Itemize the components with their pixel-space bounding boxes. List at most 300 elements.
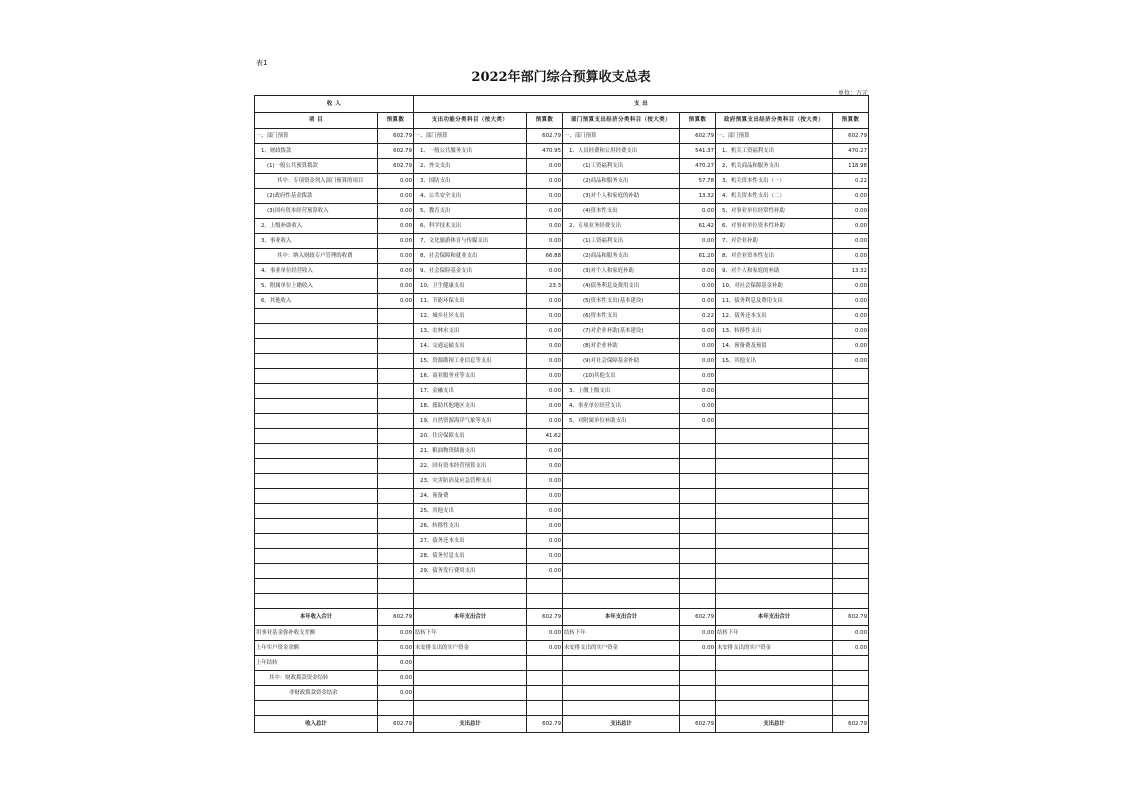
item-label-cell: [716, 384, 833, 399]
item-label-cell: 其中：财政拨款资金结转: [255, 671, 378, 686]
item-label-cell: 未安排支出的实户资金: [716, 641, 833, 656]
budget-value-cell: 0.00: [680, 294, 716, 309]
item-label-cell: [255, 399, 378, 414]
budget-value-cell: [680, 534, 716, 549]
budget-value-cell: 0.00: [680, 279, 716, 294]
table-row: [255, 324, 869, 339]
item-label-cell: 结转下年: [716, 626, 833, 641]
budget-value-cell: [378, 474, 414, 489]
budget-value-cell: [680, 701, 716, 716]
item-label-cell: 1、机关工资福利支出: [716, 144, 833, 159]
table-row: [255, 129, 869, 144]
col-header-gov-econ: 政府预算支出经济分类科目（按大类）: [716, 112, 833, 129]
budget-value-cell: 0.00: [680, 384, 716, 399]
item-label-cell: 2、专项业务经费支出: [563, 219, 680, 234]
item-label-cell: 3、事业收入: [255, 234, 378, 249]
table-row: [255, 369, 869, 384]
table-row: [255, 159, 869, 174]
item-label-cell: [255, 384, 378, 399]
item-label-cell: 本年支出合计: [414, 609, 527, 626]
document-title: 2022年部门综合预算收支总表: [471, 70, 651, 85]
item-label-cell: 26、转移性支出: [414, 519, 527, 534]
item-label-cell: [563, 504, 680, 519]
budget-value-cell: [378, 459, 414, 474]
item-label-cell: [716, 504, 833, 519]
item-label-cell: [563, 671, 680, 686]
budget-value-cell: 57.78: [680, 174, 716, 189]
budget-value-cell: 602.79: [527, 716, 563, 733]
budget-value-cell: 0.00: [833, 309, 869, 324]
item-label-cell: [563, 686, 680, 701]
item-label-cell: 8、对企业资本性支出: [716, 249, 833, 264]
item-label-cell: [563, 459, 680, 474]
table-row: [255, 444, 869, 459]
summary-row: [255, 671, 869, 686]
item-label-cell: (1)一般公共预算拨款: [255, 159, 378, 174]
budget-value-cell: 0.00: [680, 339, 716, 354]
table-row: [255, 429, 869, 444]
table-row: [255, 339, 869, 354]
item-label-cell: 未安排支出的实户资金: [414, 641, 527, 656]
item-label-cell: 1、一般公共服务支出: [414, 144, 527, 159]
budget-value-cell: [378, 489, 414, 504]
item-label-cell: [716, 534, 833, 549]
table-row: [255, 144, 869, 159]
item-label-cell: 20、住房保障支出: [414, 429, 527, 444]
item-label-cell: 21、粮油物资储备支出: [414, 444, 527, 459]
budget-value-cell: 0.00: [527, 234, 563, 249]
item-label-cell: 24、预备费: [414, 489, 527, 504]
budget-value-cell: 0.00: [378, 686, 414, 701]
budget-value-cell: 602.79: [833, 716, 869, 733]
table-row: [255, 279, 869, 294]
item-label-cell: 上年实户资金余额: [255, 641, 378, 656]
budget-value-cell: 0.00: [378, 204, 414, 219]
table-row: [255, 354, 869, 369]
item-label-cell: [255, 504, 378, 519]
item-label-cell: [716, 429, 833, 444]
item-label-cell: 12、城乡社区支出: [414, 309, 527, 324]
item-label-cell: [414, 671, 527, 686]
budget-value-cell: [527, 656, 563, 671]
summary-row: [255, 701, 869, 716]
budget-value-cell: 602.79: [680, 609, 716, 626]
budget-value-cell: [378, 564, 414, 579]
item-label-cell: 1、人员经费和公用经费支出: [563, 144, 680, 159]
item-label-cell: 22、国有资本经营预算支出: [414, 459, 527, 474]
budget-value-cell: [378, 324, 414, 339]
budget-value-cell: [378, 504, 414, 519]
item-label-cell: 一、部门预算: [563, 129, 680, 144]
budget-value-cell: [378, 384, 414, 399]
budget-value-cell: [833, 459, 869, 474]
budget-value-cell: 61.20: [680, 249, 716, 264]
budget-value-cell: [378, 414, 414, 429]
item-label-cell: 4、事业单位经营收入: [255, 264, 378, 279]
budget-value-cell: 0.00: [680, 264, 716, 279]
item-label-cell: [716, 444, 833, 459]
budget-value-cell: [833, 399, 869, 414]
item-label-cell: [716, 369, 833, 384]
table-row: [255, 549, 869, 564]
budget-value-cell: [833, 564, 869, 579]
total-row: [255, 609, 869, 626]
table-row: [255, 204, 869, 219]
item-label-cell: [716, 399, 833, 414]
budget-value-cell: 0.00: [680, 369, 716, 384]
item-label-cell: 10、对社会保障基金补助: [716, 279, 833, 294]
item-label-cell: (1)工资福利支出: [563, 234, 680, 249]
budget-value-cell: 0.00: [378, 294, 414, 309]
item-label-cell: [716, 474, 833, 489]
budget-value-cell: 0.00: [680, 641, 716, 656]
budget-value-cell: [378, 354, 414, 369]
budget-value-cell: [527, 686, 563, 701]
budget-value-cell: 0.00: [527, 399, 563, 414]
col-header-func-class: 支出功能分类科目（按大类）: [414, 112, 527, 129]
table-row: [255, 219, 869, 234]
table-row: [255, 174, 869, 189]
budget-value-cell: 0.00: [527, 324, 563, 339]
item-label-cell: (9)对社会保障基金补助: [563, 354, 680, 369]
budget-value-cell: 0.00: [833, 279, 869, 294]
item-label-cell: 结转下年: [563, 626, 680, 641]
item-label-cell: [255, 414, 378, 429]
item-label-cell: 结转下年: [414, 626, 527, 641]
budget-value-cell: [378, 579, 414, 594]
item-label-cell: 23、灾害防治及应急管理支出: [414, 474, 527, 489]
item-label-cell: 5、对附属单位补助支出: [563, 414, 680, 429]
budget-value-cell: [680, 489, 716, 504]
item-label-cell: [716, 414, 833, 429]
budget-value-cell: [378, 309, 414, 324]
budget-value-cell: 602.79: [833, 129, 869, 144]
budget-value-cell: [680, 459, 716, 474]
item-label-cell: (3)对个人和家庭补助: [563, 264, 680, 279]
item-label-cell: [563, 594, 680, 609]
budget-value-cell: 0.00: [527, 219, 563, 234]
budget-value-cell: [680, 656, 716, 671]
item-label-cell: [414, 579, 527, 594]
budget-value-cell: 0.00: [527, 174, 563, 189]
budget-value-cell: 0.00: [527, 534, 563, 549]
summary-row: [255, 686, 869, 701]
budget-value-cell: 602.79: [378, 144, 414, 159]
item-label-cell: [563, 564, 680, 579]
table-row: [255, 474, 869, 489]
budget-value-cell: [680, 429, 716, 444]
budget-value-cell: 0.00: [527, 384, 563, 399]
budget-value-cell: 0.00: [833, 641, 869, 656]
budget-value-cell: 23.3: [527, 279, 563, 294]
item-label-cell: [563, 474, 680, 489]
income-header: 收 入: [255, 96, 414, 113]
table-row: [255, 189, 869, 204]
item-label-cell: 一、部门预算: [255, 129, 378, 144]
budget-value-cell: 0.00: [680, 324, 716, 339]
budget-value-cell: [833, 671, 869, 686]
budget-value-cell: 0.00: [378, 189, 414, 204]
item-label-cell: 19、自然资源海洋气象等支出: [414, 414, 527, 429]
item-label-cell: 4、公共安全支出: [414, 189, 527, 204]
budget-value-cell: [833, 594, 869, 609]
item-label-cell: (8)对企业补助: [563, 339, 680, 354]
budget-value-cell: 0.00: [527, 626, 563, 641]
budget-value-cell: 0.00: [378, 264, 414, 279]
item-label-cell: 一、部门预算: [716, 129, 833, 144]
item-label-cell: (2)商品和服务支出: [563, 249, 680, 264]
table-row: [255, 459, 869, 474]
item-label-cell: [255, 354, 378, 369]
budget-value-cell: 0.00: [833, 249, 869, 264]
col-header-budget: 预算数: [833, 112, 869, 129]
item-label-cell: 11、债务利息及费用支出: [716, 294, 833, 309]
budget-value-cell: 602.79: [527, 609, 563, 626]
item-label-cell: [255, 564, 378, 579]
budget-value-cell: [833, 579, 869, 594]
item-label-cell: 15、资源勘探工业信息等支出: [414, 354, 527, 369]
item-label-cell: [255, 534, 378, 549]
item-label-cell: [563, 534, 680, 549]
budget-value-cell: [680, 474, 716, 489]
summary-row: [255, 641, 869, 656]
budget-value-cell: 0.22: [680, 309, 716, 324]
item-label-cell: [563, 656, 680, 671]
unit-label: 单位：万元: [837, 90, 868, 97]
budget-value-cell: 0.00: [527, 189, 563, 204]
item-label-cell: (4)债务利息及费用支出: [563, 279, 680, 294]
total-row: [255, 716, 869, 733]
item-label-cell: 其中：纳入财政专户管理的收费: [255, 249, 378, 264]
item-label-cell: 10、卫生健康支出: [414, 279, 527, 294]
budget-value-cell: [833, 656, 869, 671]
table-row: [255, 399, 869, 414]
budget-value-cell: [833, 686, 869, 701]
item-label-cell: 其中：专项资金列入部门预算的项目: [255, 174, 378, 189]
item-label-cell: [716, 701, 833, 716]
budget-value-cell: 602.79: [527, 129, 563, 144]
item-label-cell: [255, 339, 378, 354]
item-label-cell: 18、援助其他地区支出: [414, 399, 527, 414]
item-label-cell: 3、机关资本性支出（一）: [716, 174, 833, 189]
budget-value-cell: 0.00: [527, 294, 563, 309]
item-label-cell: [255, 489, 378, 504]
budget-value-cell: [833, 429, 869, 444]
budget-value-cell: 0.00: [378, 626, 414, 641]
budget-value-cell: [527, 594, 563, 609]
budget-value-cell: [680, 686, 716, 701]
budget-value-cell: [833, 549, 869, 564]
budget-value-cell: 41.62: [527, 429, 563, 444]
item-label-cell: [716, 489, 833, 504]
item-label-cell: [414, 701, 527, 716]
budget-value-cell: 0.00: [833, 204, 869, 219]
item-label-cell: [255, 429, 378, 444]
budget-value-cell: [378, 339, 414, 354]
item-label-cell: 支出总计: [716, 716, 833, 733]
table-number-label: 表1: [256, 59, 268, 67]
item-label-cell: [563, 579, 680, 594]
item-label-cell: 7、对企业补助: [716, 234, 833, 249]
item-label-cell: [255, 701, 378, 716]
item-label-cell: 非财政拨款资金结余: [255, 686, 378, 701]
item-label-cell: [716, 579, 833, 594]
item-label-cell: 4、事业单位经营支出: [563, 399, 680, 414]
item-label-cell: [716, 564, 833, 579]
item-label-cell: 28、债务付息支出: [414, 549, 527, 564]
budget-value-cell: [378, 399, 414, 414]
budget-value-cell: [833, 384, 869, 399]
budget-value-cell: [833, 534, 869, 549]
expense-header: 支 出: [414, 96, 869, 113]
item-label-cell: 9、对个人和家庭的补助: [716, 264, 833, 279]
item-label-cell: [414, 686, 527, 701]
item-label-cell: [255, 519, 378, 534]
budget-value-cell: 0.00: [527, 354, 563, 369]
budget-value-cell: 0.00: [833, 219, 869, 234]
item-label-cell: [414, 656, 527, 671]
item-label-cell: 27、债务还本支出: [414, 534, 527, 549]
budget-value-cell: 0.00: [527, 204, 563, 219]
col-header-item: 项 目: [255, 112, 378, 129]
budget-value-cell: 0.00: [378, 641, 414, 656]
budget-value-cell: [378, 444, 414, 459]
budget-value-cell: [833, 701, 869, 716]
budget-value-cell: [378, 429, 414, 444]
item-label-cell: (5)资本性支出(基本建设): [563, 294, 680, 309]
budget-value-cell: 0.00: [527, 474, 563, 489]
item-label-cell: 2、机关商品和服务支出: [716, 159, 833, 174]
item-label-cell: 13、农林水支出: [414, 324, 527, 339]
item-label-cell: 14、预备费及预留: [716, 339, 833, 354]
item-label-cell: [255, 324, 378, 339]
item-label-cell: 5、对事业单位经常性补助: [716, 204, 833, 219]
budget-value-cell: 602.79: [378, 716, 414, 733]
table-row: [255, 594, 869, 609]
budget-value-cell: 0.00: [833, 339, 869, 354]
item-label-cell: 29、债务发行费用支出: [414, 564, 527, 579]
budget-value-cell: 470.27: [833, 144, 869, 159]
budget-value-cell: 0.00: [378, 174, 414, 189]
budget-value-cell: 0.00: [833, 234, 869, 249]
budget-value-cell: 61.42: [680, 219, 716, 234]
item-label-cell: 上年结转: [255, 656, 378, 671]
item-label-cell: 6、科学技术支出: [414, 219, 527, 234]
item-label-cell: 12、债务还本支出: [716, 309, 833, 324]
budget-value-cell: 0.00: [527, 564, 563, 579]
item-label-cell: (4)资本性支出: [563, 204, 680, 219]
budget-value-cell: 0.00: [527, 264, 563, 279]
budget-value-cell: 13.32: [680, 189, 716, 204]
item-label-cell: (1)工资福利支出: [563, 159, 680, 174]
item-label-cell: [716, 671, 833, 686]
budget-value-cell: [680, 504, 716, 519]
table-row: [255, 519, 869, 534]
budget-value-cell: [833, 489, 869, 504]
budget-value-cell: [833, 444, 869, 459]
budget-value-cell: [527, 701, 563, 716]
budget-value-cell: 0.00: [680, 204, 716, 219]
budget-value-cell: 602.79: [378, 159, 414, 174]
item-label-cell: (7)对企业补助(基本建设): [563, 324, 680, 339]
budget-summary-table: [254, 95, 869, 733]
budget-value-cell: [378, 519, 414, 534]
budget-value-cell: 0.00: [378, 656, 414, 671]
table-row: [255, 489, 869, 504]
item-label-cell: 25、其他支出: [414, 504, 527, 519]
item-label-cell: 一、部门预算: [414, 129, 527, 144]
budget-value-cell: 66.88: [527, 249, 563, 264]
budget-value-cell: 0.00: [833, 354, 869, 369]
budget-value-cell: [680, 564, 716, 579]
budget-value-cell: 0.00: [527, 459, 563, 474]
budget-value-cell: 0.00: [378, 671, 414, 686]
summary-row: [255, 626, 869, 641]
budget-value-cell: [680, 549, 716, 564]
budget-value-cell: 0.00: [680, 626, 716, 641]
item-label-cell: [563, 444, 680, 459]
budget-value-cell: [833, 474, 869, 489]
table-row: [255, 309, 869, 324]
table-row: [255, 414, 869, 429]
item-label-cell: [563, 701, 680, 716]
item-label-cell: [563, 429, 680, 444]
budget-value-cell: 602.79: [378, 129, 414, 144]
item-label-cell: (10)其他支出: [563, 369, 680, 384]
item-label-cell: 6、对事业单位资本性补助: [716, 219, 833, 234]
budget-value-cell: 0.00: [378, 249, 414, 264]
item-label-cell: 13、转移性支出: [716, 324, 833, 339]
budget-value-cell: 0.00: [833, 294, 869, 309]
budget-value-cell: 0.00: [378, 279, 414, 294]
budget-value-cell: 13.32: [833, 264, 869, 279]
summary-row: [255, 656, 869, 671]
table-row: [255, 534, 869, 549]
budget-value-cell: [527, 671, 563, 686]
item-label-cell: [255, 579, 378, 594]
budget-value-cell: [833, 414, 869, 429]
budget-value-cell: 470.27: [680, 159, 716, 174]
item-label-cell: 15、其他支出: [716, 354, 833, 369]
item-label-cell: [255, 594, 378, 609]
budget-value-cell: 0.00: [527, 369, 563, 384]
item-label-cell: [716, 519, 833, 534]
item-label-cell: [255, 309, 378, 324]
item-label-cell: (2)政府性基金拨款: [255, 189, 378, 204]
item-label-cell: [716, 594, 833, 609]
budget-value-cell: 0.00: [833, 324, 869, 339]
item-label-cell: 3、国防支出: [414, 174, 527, 189]
budget-value-cell: 0.00: [378, 219, 414, 234]
item-label-cell: [563, 549, 680, 564]
budget-value-cell: 0.00: [680, 399, 716, 414]
col-header-budget: 预算数: [527, 112, 563, 129]
item-label-cell: 本年支出合计: [716, 609, 833, 626]
budget-value-cell: 0.00: [680, 354, 716, 369]
item-label-cell: [716, 549, 833, 564]
budget-value-cell: 602.79: [680, 716, 716, 733]
item-label-cell: [255, 474, 378, 489]
budget-value-cell: 0.00: [527, 641, 563, 656]
item-label-cell: 支出总计: [414, 716, 527, 733]
budget-value-cell: 118.98: [833, 159, 869, 174]
col-header-budget: 预算数: [378, 112, 414, 129]
budget-value-cell: [680, 519, 716, 534]
item-label-cell: 用事业基金弥补收支差额: [255, 626, 378, 641]
item-label-cell: [716, 686, 833, 701]
budget-value-cell: 0.00: [527, 339, 563, 354]
budget-value-cell: 602.79: [680, 129, 716, 144]
